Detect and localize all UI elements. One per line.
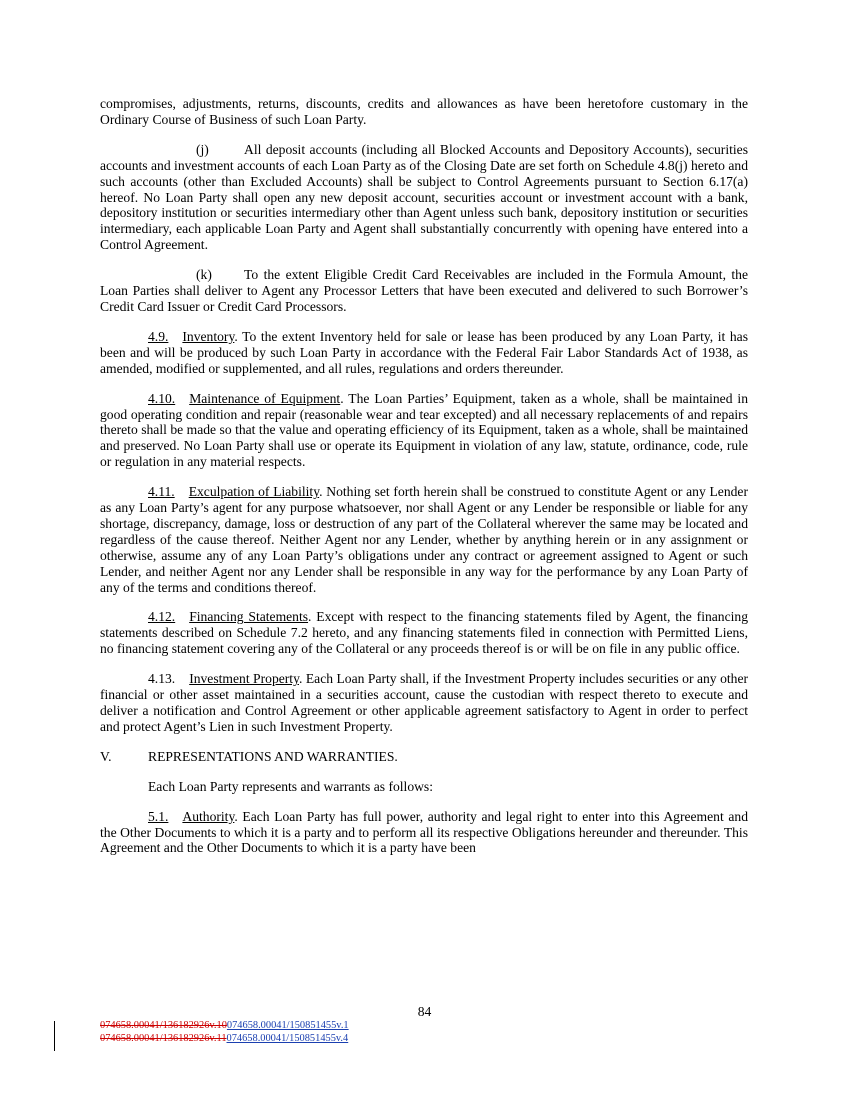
section-4-13-text: . Each Loan Party shall, if the Investment Property includes securities or any other financial or other asset maintained in a securities account, cause the custodian with respect thereto to execute and deliver a notification and Control Agreement or other applicable agreement satisfactory to Agent in order to perfect and protect Agent’s Lien in such Investment Property.: [100, 671, 749, 734]
section-4-10-title: Maintenance of Equipment: [189, 390, 341, 406]
document-id-footer: [100, 1020, 349, 1045]
continuation-paragraph: compromises, adjustments, returns, discounts, credits and allowances as have been heretofore customary in the Ordinary Course of Business of such Loan Party.: [100, 96, 748, 127]
section-4-9-title: Inventory: [182, 328, 235, 344]
paragraph-j: [100, 142, 748, 253]
section-5-1-title: Authority: [182, 808, 235, 824]
document-id-line-2: [100, 1033, 349, 1046]
inserted-document-id: 074658.00041/150851455v.1: [226, 1020, 349, 1031]
article-v-title: REPRESENTATIONS AND WARRANTIES.: [148, 748, 398, 764]
section-4-9: [100, 329, 748, 377]
paragraph-k-label: (k): [196, 267, 212, 283]
deleted-document-id: 074658.00041/136182926v.10: [100, 1020, 227, 1031]
section-5-1-text: . Each Loan Party has full power, authority and legal right to enter into this Agreement and the Other Documents to which it is a party and to perform all its respective Obligations hereunder and thereunder. This Agreement and the Other Documents to which it is a party have been: [100, 808, 748, 856]
revision-change-bar: [54, 1021, 55, 1051]
section-5-1-number: 5.1.: [148, 808, 169, 824]
section-4-9-number: 4.9.: [148, 328, 169, 344]
deleted-document-id: 074658.00041/136182926v.11: [100, 1032, 227, 1044]
inserted-document-id: 074658.00041/150851455v.4: [226, 1032, 349, 1044]
paragraph-k: [100, 267, 748, 315]
section-4-10-number: 4.10.: [148, 390, 176, 406]
section-4-12-number: 4.12.: [148, 609, 176, 625]
section-4-13: [100, 671, 748, 735]
section-4-13-title: Investment Property: [189, 671, 299, 687]
article-v-intro: Each Loan Party represents and warrants as follows:: [148, 778, 433, 794]
article-v-roman: V.: [100, 748, 112, 764]
section-4-11: [100, 484, 748, 595]
section-4-10-text: . The Loan Parties’ Equipment, taken as a whole, shall be maintained in good operating condition and repair (reasonable wear and tear excepted) and all necessary replacements of and repairs thereto shall be made so that the value and operating efficiency of its Equipment, taken as a whole, shall be maintained and preserved. No Loan Party shall use or operate its Equipment in violation of any law, statute, ordinance, code, rule or regulation in any material respects.: [100, 390, 748, 470]
article-v-heading: [100, 749, 748, 765]
section-4-10: [100, 391, 748, 471]
section-4-12-title: Financing Statements: [189, 609, 309, 625]
paragraph-j-text: All deposit accounts (including all Blocked Accounts and Depository Accounts), securities accounts and investment accounts of each Loan Party as of the Closing Date are set forth on Schedule 4.8(j) hereto and such accounts (other than Excluded Accounts) shall be subject to Control Agreements pursuant to Section 6.17(a) hereof. No Loan Party shall open any new deposit account, securities account or investment account with a bank, depository institution or securities intermediary other than Agent unless such bank, depository institution or securities intermediary, each applicable Loan Party and Agent shall substantially concurrently with opening have entered into a Control Agreement.: [100, 141, 748, 253]
paragraph-k-text: To the extent Eligible Credit Card Receivables are included in the Formula Amount, the Loan Parties shall deliver to Agent any Processor Letters that have been executed and delivered to such Borrower’s Credit Card Issuer or Credit Card Processors.: [100, 267, 748, 314]
section-4-12-text: . Except with respect to the financing statements filed by Agent, the financing statements described on Schedule 7.2 hereto, and any financing statements filed in connection with Permitted Liens, no financing statement covering any of the Collateral or any proceeds thereof is or will be on file in any public office.: [100, 609, 749, 657]
page-number: 84: [417, 1004, 432, 1019]
section-4-9-text: . To the extent Inventory held for sale or lease has been produced by any Loan Party, it has been and will be produced by such Loan Party in accordance with the Federal Fair Labor Standards Act of 1938, as amended, modified or supplemented, and all rules, regulations and orders thereunder.: [100, 328, 748, 376]
section-4-11-title: Exculpation of Liability: [188, 484, 320, 500]
document-id-line-1: [100, 1020, 349, 1033]
section-4-13-number: 4.13.: [148, 671, 176, 687]
section-4-11-number: 4.11.: [148, 484, 175, 500]
paragraph-j-label: (j): [196, 141, 209, 157]
section-4-12: [100, 609, 748, 657]
section-5-1: [100, 809, 748, 857]
document-page: [100, 96, 748, 856]
section-4-11-text: . Nothing set forth herein shall be construed to constitute Agent or any Lender as any Loan Party’s agent for any purpose whatsoever, nor shall Agent or any Lender be responsible or liable for any shortage, discrepancy, damage, loss or destruction of any part of the Collateral wherever the same may be located and regardless of the cause thereof. Neither Agent nor any Lender, whether by anything herein or in any assignment or otherwise, assume any of any Loan Party’s obligations under any contract or agreement assigned to Agent or such Lender, and neither Agent nor any Lender shall be responsible in any way for the performance by any Loan Party of any of the terms and conditions thereof.: [100, 484, 748, 595]
